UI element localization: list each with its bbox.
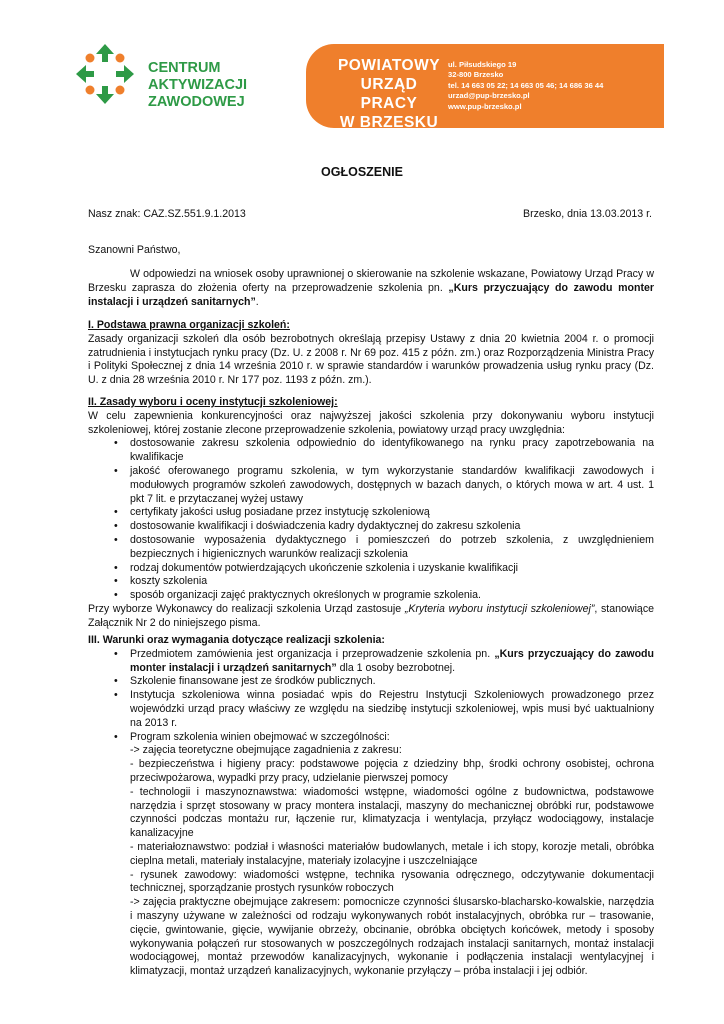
- pup-banner: [306, 44, 664, 131]
- b1-end: dla 1 osoby bezrobotnej.: [336, 661, 456, 674]
- contact-phone: tel. 14 663 05 22; 14 663 05 46; 14 686 36 44: [448, 80, 604, 90]
- list-item: • rodzaj dokumentów potwierdzających ukończenie szkolenia i uzyskanie kwalifikacji: [88, 562, 654, 576]
- closing-start: Przy wyborze Wykonawcy do realizacji szkolenia Urząd zastosuje: [88, 602, 405, 615]
- program-line: -> zajęcia teoretyczne obejmujące zagadnienia z zakresu:: [130, 744, 402, 757]
- program-line: - bezpieczeństwa i higieny pracy: podstawowe pojęcia z dziedziny bhp, środki ochrony osobistej, ochrona przeciwpożarowa, wypadki przy pracy, udzielanie pierwszej pomocy: [130, 758, 654, 784]
- list-item: [88, 648, 654, 676]
- list-item: • dostosowanie zakresu szkolenia odpowiednio do identyfikowanego na rynku pracy zapotrzebowania na kwalifikacje: [88, 437, 654, 465]
- intro-paragraph: [88, 268, 654, 309]
- list-item: • Instytucja szkoleniowa winna posiadać wpis do Rejestru Instytucji Szkoleniowych prowadzonego przez wojewódzki urząd pracy właściwy ze względu na siedzibę instytucji szkoleniowej, wpis musi być uaktualniony na 2013 r.: [88, 689, 654, 730]
- program-line: -> zajęcia praktyczne obejmujące zakresem: pomocnicze czynności ślusarsko-blacharsko-kowalskie, narzędzia i maszyny używane w zależności od rodzaju wykonywanych robót instalacyjnych, obróbka rur – trasowanie, cięcie, gwintowanie, gięcie, wywijanie obrzeży, obcinanie, obróbka obciętych końcówek, metody i sposoby wykonywania połączeń rur stosowanych w poszczególnych rodzajach instalacji sanitarnych, montaż instalacji wodociągowej, montaż przewodów kanalizacyjnych, wykonanie i podłączenia instalacji wentylacyjnej i klimatyzacji, montaż urządzeń kanalizacyjnych, wykonanie przyłączy – próba instalacji i jej odbiór.: [130, 896, 654, 978]
- section-1-title: I. Podstawa prawna organizacji szkoleń:: [88, 319, 290, 331]
- program-line: - technologii i maszynoznawstwa: wiadomości wstępne, wiadomości ogólne z budownictwa, podstawowe narzędzia i sprzęt stosowany w pracy montera instalacji, maszyny do mechanicznej obróbki rur, podstawowe czynności podczas montażu rur, łączenie rur, klimatyzacja i wentylacja, przyłącz wodociągowy, instalacje kanalizacyjne: [130, 785, 654, 840]
- centrum-logo-icon: [74, 42, 136, 106]
- intro-text: W odpowiedzi na wniosek osoby uprawnionej o skierowanie na szkolenie wskazane, Powiatowy Urząd Pracy w Brzesku zaprasza do złożenia oferty na przeprowadzenie szkolenia pn.: [88, 268, 654, 294]
- program-line: - materiałoznawstwo: podział i własności materiałów budowlanych, metale i ich stopy, korozje metali, obróbka cieplna metali, materiały instalacyjne, materiały izolacyjne i uszczelniające: [130, 840, 654, 867]
- program-line: - rysunek zawodowy: wiadomości wstępne, technika rysowania odręcznego, odczytywanie dokumentacji technicznej, sporządzanie prostych rysunków roboczych: [130, 868, 654, 895]
- centrum-line-3: ZAWODOWEJ: [148, 94, 245, 110]
- pup-name: [334, 56, 444, 132]
- list-item: • koszty szkolenia: [88, 575, 654, 589]
- list-item: [88, 731, 654, 979]
- pup-line-3: W BRZESKU: [339, 114, 439, 131]
- requirements-list: [88, 648, 654, 979]
- criteria-list: [88, 437, 654, 603]
- contact-address: ul. Piłsudskiego 19: [448, 60, 517, 69]
- place-date: Brzesko, dnia 13.03.2013 r.: [523, 208, 652, 220]
- list-item: • dostosowanie kwalifikacji i doświadczenia kadry dydaktycznej do zakresu szkolenia: [88, 520, 654, 534]
- contact-city: 32-800 Brzesko: [448, 70, 504, 80]
- list-item: • dostosowanie wyposażenia dydaktycznego i pomieszczeń do potrzeb szkolenia, z uwzględnieniem bezpiecznych i higienicznych warunków realizacji szkolenia: [88, 534, 654, 562]
- section-2: [88, 396, 654, 631]
- intro-course-name: „Kurs przyczuający do zawodu monter instalacji i urządzeń sanitarnych”: [88, 281, 654, 308]
- b1-start: Przedmiotem zamówienia jest organizacja i przeprowadzenie szkolenia pn.: [130, 647, 495, 660]
- section-2-title: II. Zasady wyboru i oceny instytucji szkoleniowej:: [88, 396, 338, 408]
- closing-criteria-title: „Kryteria wyboru instytucji szkoleniowej”: [404, 602, 595, 615]
- intro-end: .: [255, 295, 259, 308]
- list-item: • jakość oferowanego programu szkolenia, w tym wykorzystanie standardów kwalifikacji zawodowych i modułowych programów szkoleń zawodowych, dostępnych w bazach danych, o których mowa w art. 4 ust. 1 pkt 7 lit. e przytaczanej wyżej ustawy: [88, 465, 654, 506]
- contact-website[interactable]: www.pup-brzesko.pl: [448, 101, 522, 111]
- section-3-title: III. Warunki oraz wymagania dotyczące realizacji szkolenia:: [88, 634, 385, 646]
- greeting: Szanowni Państwo,: [88, 244, 181, 256]
- section-2-text: W celu zapewnienia konkurencyjności oraz najwyższej jakości szkolenia przy dokonywaniu wyboru instytucji szkoleniowej, której zostanie zlecone przeprowadzenie szkolenia, powiatowy urząd pracy uwzględnia:: [88, 409, 654, 436]
- program-line: • Program szkolenia winien obejmować w szczególności:: [130, 730, 390, 743]
- contact-email[interactable]: urzad@pup-brzesko.pl: [448, 91, 530, 101]
- section-1-text: Zasady organizacji szkoleń dla osób bezrobotnych określają przepisy Ustawy z dnia 20 kwietnia 2004 r. o promocji zatrudnienia i instytucjach rynku pracy (Dz. U. z 2008 r. Nr 69 poz. 415 z późn. zm.) oraz Rozporządzenia Ministra Pracy i Polityki Społecznej z dnia 14 września 2010 r. w sprawie standardów i warunków prowadzenia usług rynku pracy (Dz. U. z dnia 28 września 2010 r. Nr 177 poz. 1193 z późn. zm.).: [88, 332, 654, 387]
- pup-line-2: URZĄD PRACY: [360, 76, 418, 112]
- centrum-line-1: CENTRUM: [148, 60, 221, 76]
- list-item: • Szkolenie finansowane jest ze środków publicznych.: [88, 675, 654, 689]
- list-item: • sposób organizacji zajęć praktycznych określonych w programie szkolenia.: [88, 589, 654, 603]
- closing-end: , stanowiące Załącznik Nr 2 do niniejszego pisma.: [88, 602, 655, 629]
- reference-number: Nasz znak: CAZ.SZ.551.9.1.2013: [88, 208, 246, 220]
- pup-line-1: POWIATOWY: [337, 57, 441, 74]
- section-3: [88, 634, 654, 979]
- b1-course-name: „Kurs przyczuający do zawodu monter instalacji i urządzeń sanitarnych”: [130, 647, 654, 674]
- section-1: [88, 319, 654, 388]
- centrum-name: [148, 60, 247, 111]
- section-2-closing: [88, 603, 654, 631]
- list-item: • certyfikaty jakości usług posiadane przez instytucję szkoleniową: [88, 506, 654, 520]
- pup-contact: [448, 60, 603, 112]
- centrum-line-2: AKTYWIZACJI: [148, 77, 248, 93]
- document-title: OGŁOSZENIE: [321, 165, 403, 179]
